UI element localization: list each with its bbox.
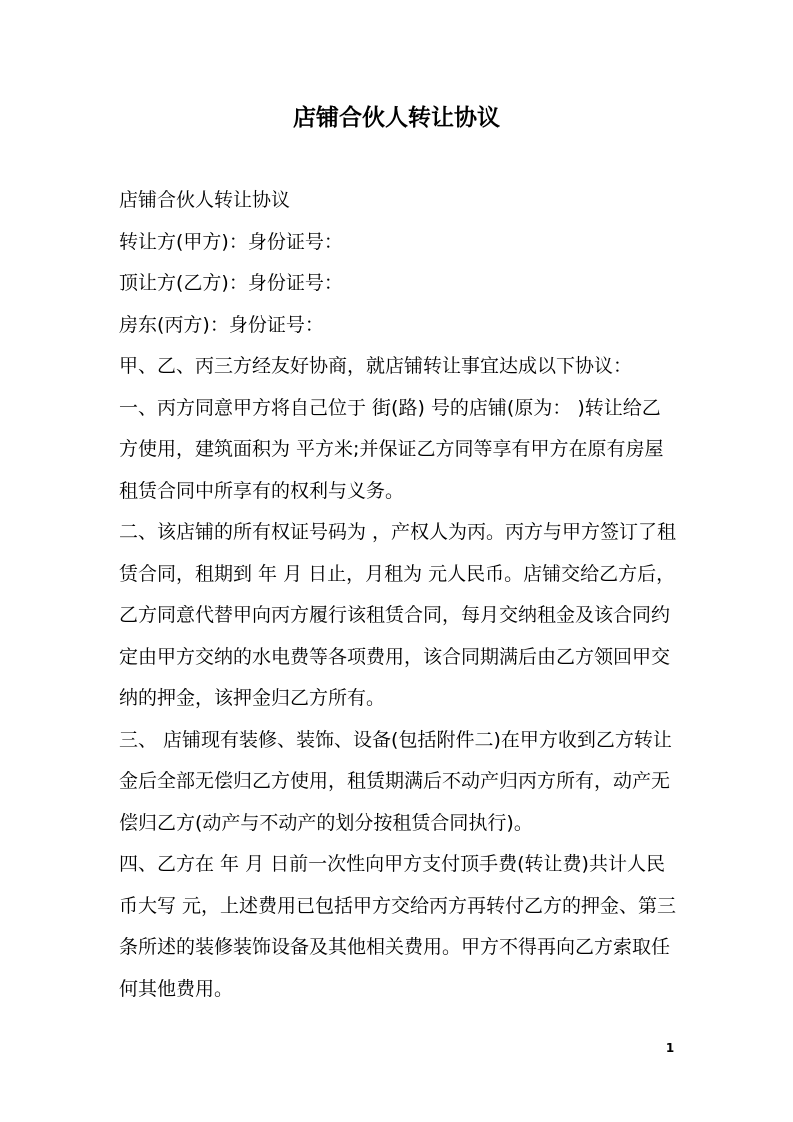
paragraph-heading: 店铺合伙人转让协议 <box>119 189 291 211</box>
paragraph-party-a: 转让方(甲方)：身份证号： <box>119 230 343 253</box>
paragraph-preamble: 甲、乙、丙三方经友好协商，就店铺转让事宜达成以下协议： <box>119 355 633 377</box>
document-title: 店铺合伙人转让协议 <box>293 105 500 131</box>
paragraph-clause-2: 二、该店铺的所有权证号码为 ，产权人为丙。丙方与甲方签订了租赁合同，租期到 年 月 日止，月租为 元人民币。店铺交给乙方后，乙方同意代替甲向丙方履行该租赁合同，每月交纳租金及该合同约定由甲方交纳的水电费等各项费用，该合同期满后由乙方领回甲交纳的押金，该押金归乙方所有。 <box>119 521 677 709</box>
paragraph-clause-4: 四、乙方在 年 月 日前一次性向甲方支付顶手费(转让费)共计人民币大写 元，上述费用已包括甲方交给丙方再转付乙方的押金、第三条所述的装修装饰设备及其他相关费用。甲方不得再向乙方索取任何其他费用。 <box>119 853 677 1000</box>
paragraph-clause-3: 三、 店铺现有装修、装饰、设备(包括附件二)在甲方收到乙方转让金后全部无偿归乙方使用，租赁期满后不动产归丙方所有，动产无偿归乙方(动产与不动产的划分按租赁合同执行)。 <box>119 728 672 834</box>
paragraph-party-b: 顶让方(乙方)：身份证号： <box>119 272 343 294</box>
page-number: 1 <box>665 1041 675 1055</box>
document-body <box>119 180 677 1010</box>
paragraph-clause-1: 一、丙方同意甲方将自己位于 街(路) 号的店铺(原为： )转让给乙方使用，建筑面积为 平方米;并保证乙方同等享有甲方在原有房屋租赁合同中所享有的权利与义务。 <box>119 396 664 502</box>
paragraph-party-c: 房东(丙方)：身份证号： <box>119 313 324 336</box>
